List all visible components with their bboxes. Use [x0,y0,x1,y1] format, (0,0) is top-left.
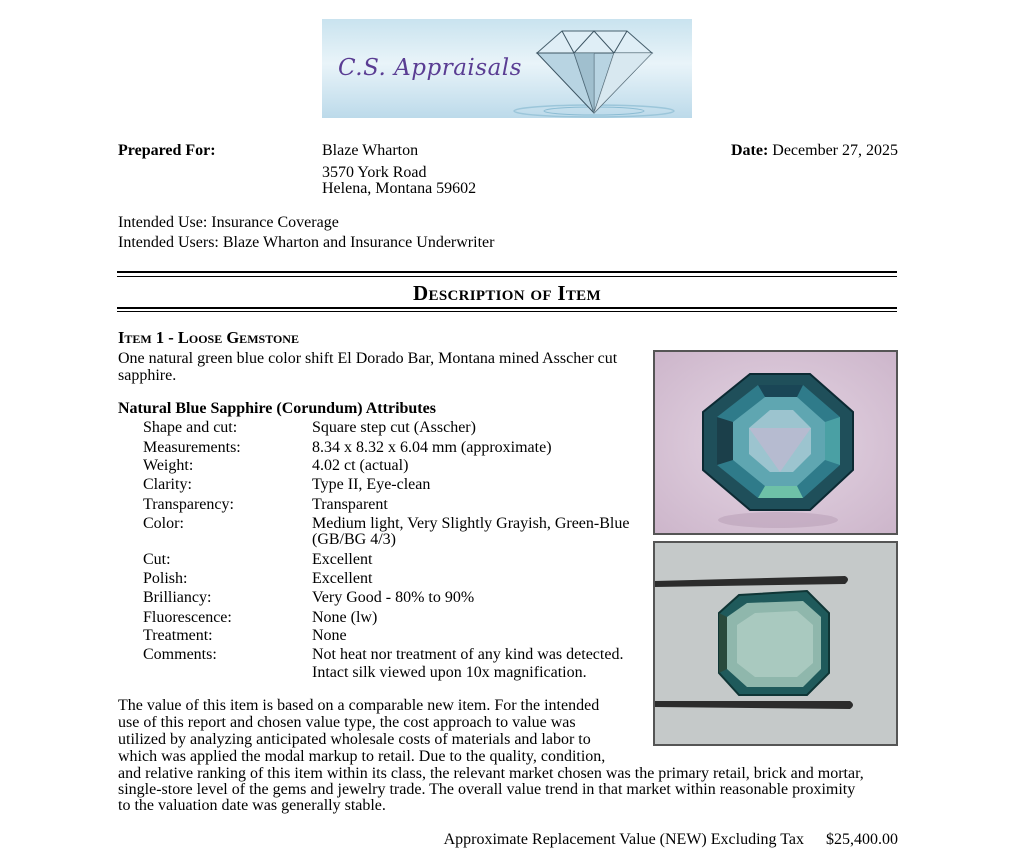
attr-value: Type II, Eye-clean [312,476,431,493]
attr-value: Transparent [312,496,388,513]
diamond-icon [502,23,682,118]
attr-value: 4.02 ct (actual) [312,457,409,474]
company-logo [322,19,692,118]
value-paragraph-line: The value of this item is based on a comparable new item. For the intended [118,697,600,714]
value-paragraph-line: to the valuation date was generally stable. [118,797,386,814]
replacement-value-amount: $25,400.00 [826,831,898,848]
attr-label: Transparency: [143,496,234,513]
intended-use: Intended Use: Insurance Coverage [118,214,339,231]
value-paragraph-line: use of this report and chosen value type, the cost approach to value was [118,714,576,731]
value-paragraph-line: single-store level of the gems and jewelry trade. The overall value trend in that market within reasonable proximity [118,781,856,798]
client-address-line2: Helena, Montana 59602 [322,180,477,197]
attr-label: Polish: [143,570,188,587]
attr-value: Excellent [312,551,373,568]
gem-tweezers-image [655,543,896,744]
attr-value-cont: Intact silk viewed upon 10x magnification. [312,664,587,681]
date-value: December 27, 2025 [772,142,898,159]
value-paragraph-line: utilized by analyzing anticipated wholesale costs of materials and labor to [118,731,591,748]
attr-label: Color: [143,515,184,532]
attr-label: Clarity: [143,476,192,493]
item-title: Item 1 - Loose Gemstone [118,328,299,347]
attr-value: 8.34 x 8.32 x 6.04 mm (approximate) [312,439,552,456]
section-title: Description of Item [413,281,601,305]
date-label: Date: [730,142,769,159]
attr-label: Cut: [143,551,171,568]
attr-label: Weight: [143,457,194,474]
client-address-line1: 3570 York Road [322,164,427,181]
gem-photo-tweezers [653,541,898,746]
attr-label: Fluorescence: [143,609,232,626]
item-description-line2: sapphire. [118,367,177,384]
attr-label: Measurements: [143,439,241,456]
attr-value: Not heat nor treatment of any kind was detected. [312,646,624,663]
attr-value: Excellent [312,570,373,587]
attr-value: Very Good - 80% to 90% [312,589,475,606]
value-paragraph-line: and relative ranking of this item within its class, the relevant market chosen was the primary retail, brick and mortar, [118,765,864,782]
logo-text: C.S. Appraisals [338,55,522,81]
section-rule-top-1 [117,271,897,273]
attr-value: None (lw) [312,609,378,626]
attr-label: Shape and cut: [143,419,238,436]
value-paragraph-line: which was applied the modal markup to retail. Due to the quality, condition, [118,748,606,765]
section-rule-bottom-2 [117,311,897,312]
replacement-value-row [444,831,898,849]
replacement-value-label: Approximate Replacement Value (NEW) Excluding Tax [443,831,804,848]
prepared-for-label: Prepared For: [118,142,216,159]
attr-value: None [312,627,347,644]
attributes-title: Natural Blue Sapphire (Corundum) Attributes [118,400,436,417]
section-rule-bottom-1 [117,307,897,309]
report-date [731,142,898,160]
attr-value: Medium light, Very Slightly Grayish, Green-Blue [312,515,630,532]
gem-top-view-image [655,352,896,533]
client-name: Blaze Wharton [322,142,419,159]
item-description-line1: One natural green blue color shift El Dorado Bar, Montana mined Asscher cut [118,350,618,367]
attr-label: Brilliancy: [143,589,212,606]
section-rule-top-2 [117,276,897,277]
gem-photo-top-view [653,350,898,535]
attr-value-cont: (GB/BG 4/3) [312,531,396,548]
attr-value: Square step cut (Asscher) [312,419,476,436]
attr-label: Treatment: [143,627,213,644]
intended-users: Intended Users: Blaze Wharton and Insurance Underwriter [118,234,495,251]
attr-label: Comments: [143,646,217,663]
